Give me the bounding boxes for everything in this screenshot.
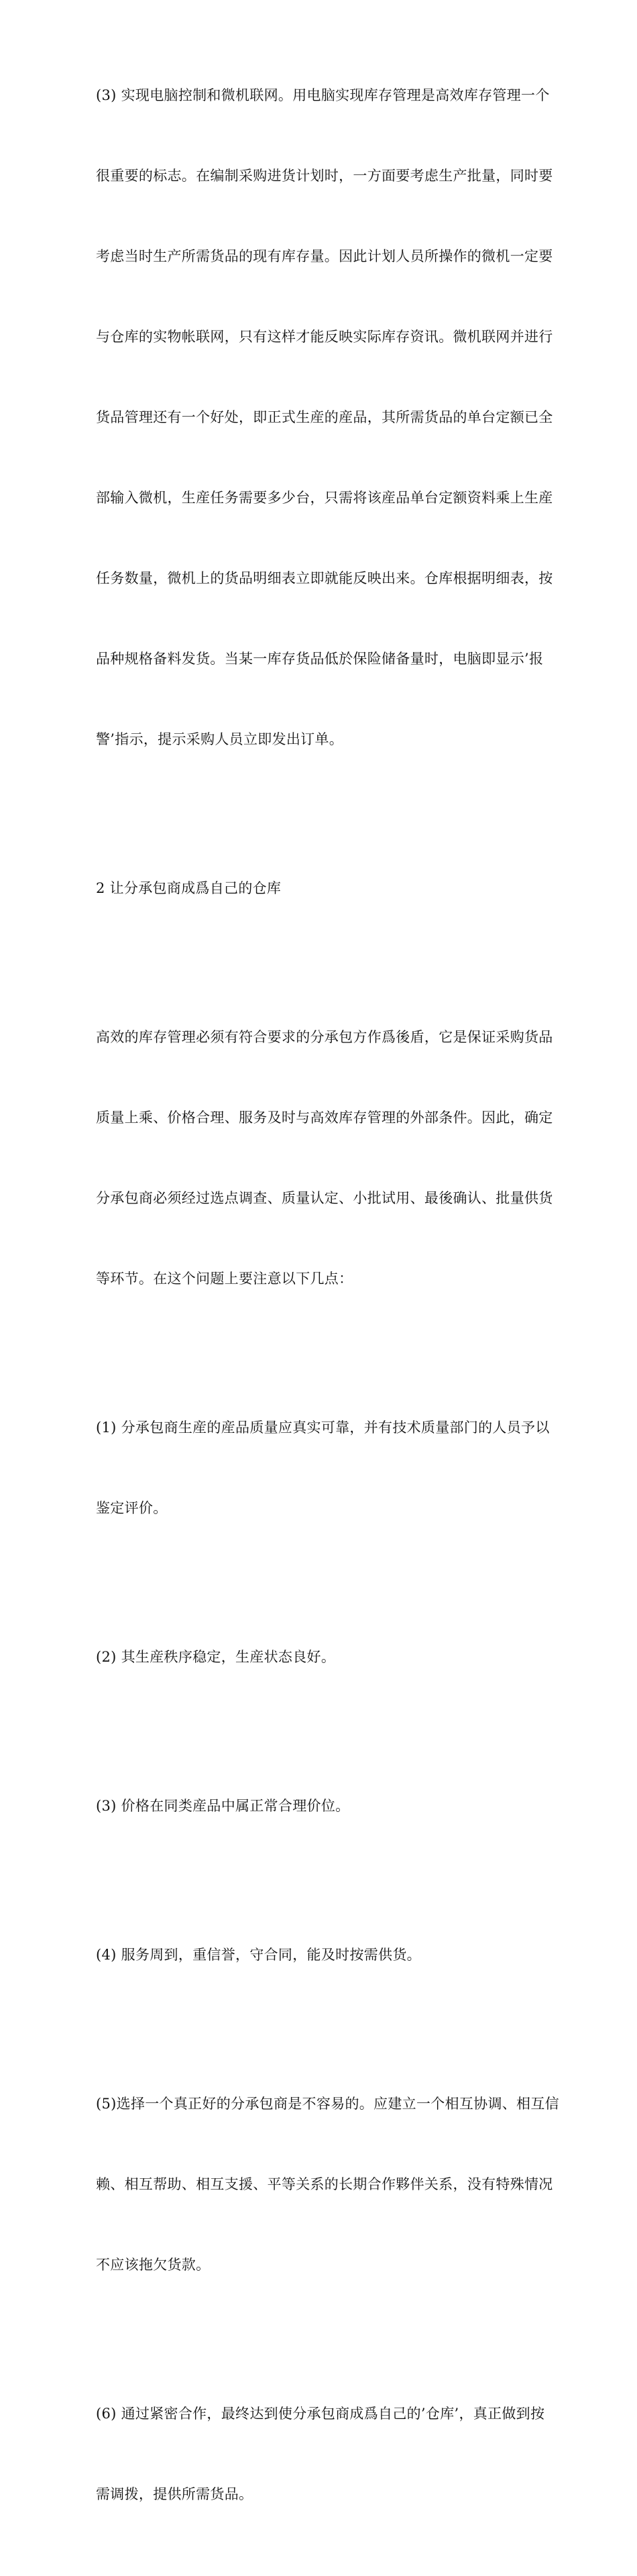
text-line: (2) 其生産秩序稳定，生産状态良好。 [96, 1649, 336, 1665]
text-line: 品种规格备料发货。当某一库存货品低於保险储备量时，电脑即显示’报 [96, 651, 544, 667]
list-item-1 [96, 1360, 579, 1575]
text-line: 分承包商必须经过选点调查、质量认定、小批试用、最後确认、批量供货 [96, 1190, 553, 1206]
text-line: 鉴定评价。 [96, 1500, 168, 1516]
list-item-4 [96, 1888, 579, 2022]
text-line: (1) 分承包商生産的産品质量应真实可靠，并有技术质量部门的人员予以 [96, 1419, 550, 1436]
text-line: 考虑当时生产所需货品的现有库存量。因此计划人员所操作的微机一定要 [96, 248, 553, 264]
text-line: (4) 服务周到，重信誉，守合同，能及时按需供货。 [96, 1947, 421, 1963]
text-line: 质量上乘、价格合理、服务及时与高效库存管理的外部条件。因此，确定 [96, 1110, 553, 1126]
list-item-2 [96, 1590, 579, 1724]
paragraph-subcontractor-intro [96, 970, 579, 1346]
text-line: (5)选择一个真正好的分承包商是不容易的。应建立一个相互协调、相互信 [96, 2096, 559, 2112]
list-item-6 [96, 2347, 579, 2561]
section-heading [96, 821, 579, 955]
text-line: 警’指示，提示采购人员立即发出订单。 [96, 731, 344, 747]
text-line: 需调拨，提供所需货品。 [96, 2486, 253, 2502]
text-line: (6) 通过紧密合作，最终达到使分承包商成爲自己的’仓库’，真正做到按 [96, 2406, 545, 2422]
text-line: 很重要的标志。在编制采购进货计划时，一方面要考虑生产批量，同时要 [96, 168, 553, 184]
text-line: 不应该拖欠货款。 [96, 2257, 211, 2273]
text-line: 部输入微机，生産任务需要多少台，只需将该産品单台定额资料乘上生産 [96, 490, 553, 506]
text-line: 赖、相互帮助、相互支援、平等关系的长期合作夥伴关系，没有特殊情况 [96, 2176, 553, 2192]
list-item-5 [96, 2037, 579, 2332]
text-line: (3) 价格在同类産品中属正常合理价位。 [96, 1798, 350, 1814]
document-body [96, 28, 579, 2576]
paragraph-computer-control [96, 28, 579, 806]
list-item-3 [96, 1739, 579, 1873]
text-line: 等环节。在这个问题上要注意以下几点： [96, 1271, 353, 1287]
text-line: 货品管理还有一个好处，即正式生産的産品，其所需货品的单台定额已全 [96, 409, 553, 425]
text-line: 任务数量，微机上的货品明细表立即就能反映出来。仓库根据明细表，按 [96, 570, 553, 586]
text-line: (3) 实现电脑控制和微机联网。用电脑实现库存管理是高效库存管理一个 [96, 87, 550, 103]
section-heading-text: 2 让分承包商成爲自己的仓库 [96, 880, 282, 896]
text-line: 与仓库的实物帐联网，只有这样才能反映实际库存资讯。微机联网并进行 [96, 329, 553, 345]
text-line: 高效的库存管理必须有符合要求的分承包方作爲後盾，它是保证采购货品 [96, 1029, 553, 1045]
